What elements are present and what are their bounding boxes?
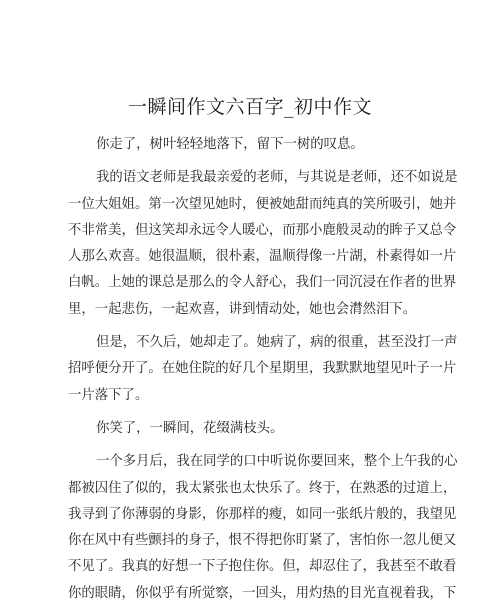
- text-line: 但是，不久后，她却走了。她病了，病的很重，甚至没打一声: [96, 335, 458, 351]
- paragraph: [68, 416, 420, 442]
- text-line: 一位大姐姐。第一次望见她时，便被她甜而纯真的笑所吸引，她并: [68, 196, 457, 212]
- paragraph: [68, 449, 458, 607]
- paragraph: [68, 330, 458, 409]
- text-line: 你走了，树叶轻轻地落下，留下一树的叹息。: [96, 137, 364, 152]
- text-line: 一片落下了。: [68, 387, 149, 403]
- text-line: 不非常美，但这笑却永远令人暖心，而那小鹿般灵动的眸子又总令: [68, 222, 457, 238]
- text-line: 里，一起悲伤，一起欢喜，讲到情动处，她也会潸然泪下。: [68, 301, 417, 317]
- text-line: 我的语文老师是我最亲爱的老师，与其说是老师，还不如说是: [96, 170, 458, 186]
- text-line: 你的眼睛，你似乎有所觉察，一回头，用灼热的目光直视着我，下: [68, 585, 457, 601]
- text-line: 你笑了，一瞬间，花缀满枝头。: [96, 420, 284, 436]
- text-line: 都被囚住了似的，我太紧张也太快乐了。终于，在熟悉的过道上，: [68, 480, 457, 496]
- article-body: [68, 132, 458, 607]
- text-line: 一个多月后，我在同学的口中听说你要回来，整个上午我的心: [96, 454, 458, 470]
- text-line: 不见了。我真的好想一下子抱住你。但，却忍住了，我甚至不敢看: [68, 559, 457, 575]
- text-line: 招呼便分开了。在她住院的好几个星期里，我默默地望见叶子一片: [68, 361, 457, 377]
- text-line: 白帆。上她的课总是那么的令人舒心，我们一同沉浸在作者的世界: [68, 275, 457, 291]
- text-line: 你在风中有些颤抖的身子，恨不得把你盯紧了，害怕你一忽儿便又: [68, 533, 457, 549]
- article-title: 一瞬间作文六百字_初中作文: [127, 96, 372, 118]
- paragraph: [68, 165, 458, 323]
- text-line: 人那么欢喜。她很温顺，很朴素，温顺得像一片湖，朴素得如一片: [68, 249, 457, 265]
- text-line: 我寻到了你薄弱的身影，你那样的瘦，如同一张纸片般的，我望见: [68, 506, 457, 522]
- paragraph: [68, 132, 420, 158]
